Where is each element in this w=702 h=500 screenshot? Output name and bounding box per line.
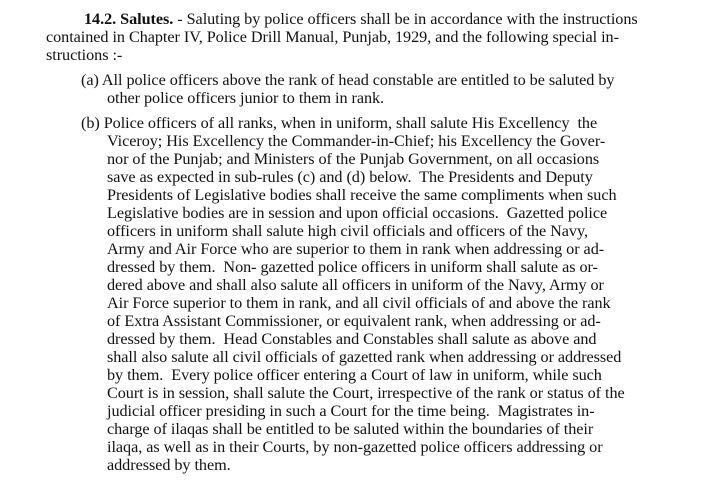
section-intro-line-1: - Saluting by police officers shall be in accordance with the instructions [173, 10, 638, 28]
clause-a-line-2: other police officers junior to them in rank. [107, 89, 385, 107]
clause-b-line-17: judicial officer presiding in such a Court for the time being. Magistrates in- [107, 402, 595, 420]
clause-b-line-11: Air Force superior to them in rank, and all civil officials of and above the rank [107, 294, 611, 312]
clause-b-line-2: Viceroy; His Excellency the Commander-in-Chief; his Excellency the Gover- [107, 132, 606, 150]
clause-b-line-19: ilaqa, as well as in their Courts, by non-gazetted police officers addressing or [107, 438, 603, 456]
clause-b-line-3: nor of the Punjab; and Ministers of the Punjab Government, on all occasions [107, 150, 600, 168]
clause-b-line-15: by them. Every police officer entering a Court of law in uniform, while such [107, 366, 602, 384]
clause-b-line-18: charge of ilaqas shall be entitled to be saluted within the boundaries of their [107, 420, 594, 438]
clause-b-line-9: dressed by them. Non- gazetted police officers in uniform shall salute as or- [107, 258, 598, 276]
clause-b-line-12: of Extra Assistant Commissioner, or equivalent rank, when addressing or ad- [107, 312, 601, 330]
section-heading-line [84, 10, 638, 28]
clause-b-line-16: Court is in session, shall salute the Court, irrespective of the rank or status of the [107, 384, 625, 402]
clause-b-line-13: dressed by them. Head Constables and Constables shall salute as above and [107, 330, 597, 348]
clause-b-line-14: shall also salute all civil officials of gazetted rank when addressing or addressed [107, 348, 622, 366]
clause-a-line-1: (a) All police officers above the rank of head constable are entitled to be saluted by [81, 71, 615, 89]
section-intro-line-3: structions :- [46, 46, 123, 64]
clause-b-line-7: officers in uniform shall salute high civil officials and officers of the Navy, [107, 222, 588, 240]
section-intro-line-2: contained in Chapter IV, Police Drill Manual, Punjab, 1929, and the following special in- [46, 28, 619, 46]
clause-b-line-20: addressed by them. [107, 456, 231, 474]
clause-b-line-1: (b) Police officers of all ranks, when in uniform, shall salute His Excellency the [81, 114, 598, 132]
clause-b-line-8: Army and Air Force who are superior to them in rank when addressing or ad- [107, 240, 605, 258]
section-number: 14.2. [84, 10, 117, 28]
section-title: Salutes. [120, 10, 174, 28]
clause-b-line-4: save as expected in sub-rules (c) and (d) below. The Presidents and Deputy [107, 168, 593, 186]
clause-b-line-10: dered above and shall also salute all officers in uniform of the Navy, Army or [107, 276, 604, 294]
clause-b-line-6: Legislative bodies are in session and upon official occasions. Gazetted police [107, 204, 608, 222]
clause-b-line-5: Presidents of Legislative bodies shall receive the same compliments when such [107, 186, 617, 204]
